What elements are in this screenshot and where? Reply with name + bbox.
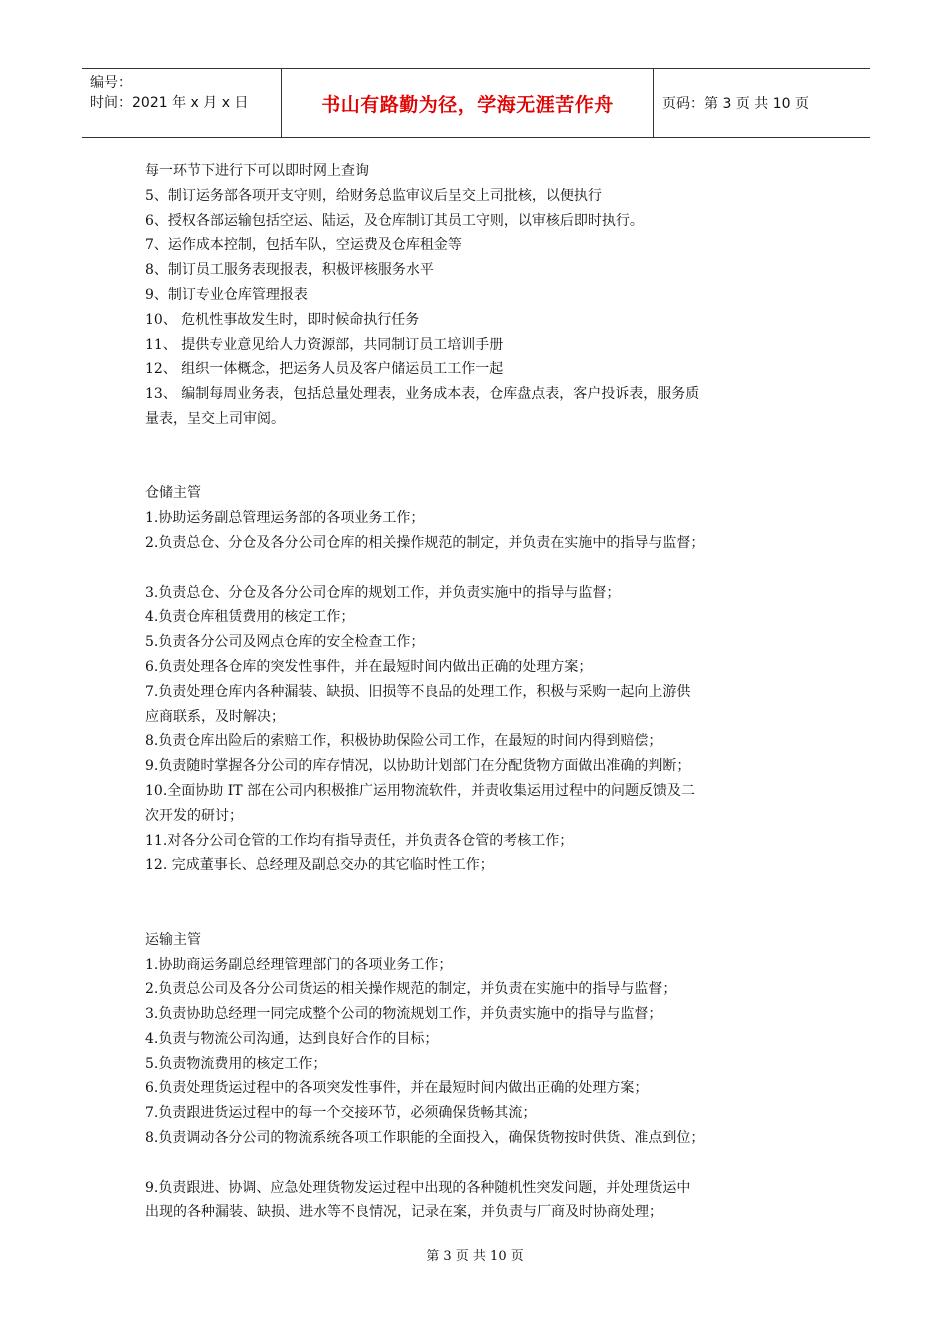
paragraph-line: 量表，呈交上司审阅。 — [145, 410, 285, 427]
list-item: 1.协助商运务副总经理管理部门的各项业务工作； — [145, 956, 453, 973]
paragraph-line: 13、 编制每周业务表，包括总量处理表，业务成本表，仓库盘点表，客户投诉表，服务质 — [145, 386, 700, 403]
list-item: 次开发的研讨； — [145, 807, 243, 824]
paragraph-line: 8、制订员工服务表现报表，积极评核服务水平 — [145, 262, 434, 279]
list-item: 9.负责随时掌握各分公司的库存情况，以协助计划部门在分配货物方面做出准确的判断； — [145, 758, 691, 775]
list-item: 4.负责与物流公司沟通，达到良好合作的目标； — [145, 1030, 439, 1047]
list-item: 2.负责总公司及各分公司货运的相关操作规范的制定，并负责在实施中的指导与监督； — [145, 981, 677, 998]
document-body — [145, 159, 815, 1225]
list-item: 11.对各分公司仓管的工作均有指导责任，并负责各仓管的考核工作； — [145, 832, 574, 849]
section-transport-supervisor — [145, 928, 815, 1226]
section-title: 仓储主管 — [145, 485, 201, 502]
list-item: 10.全面协助 IT 部在公司内积极推广运用物流软件，并责收集运用过程中的问题反馈及二 — [145, 782, 696, 799]
section-title: 运输主管 — [145, 931, 201, 948]
list-item: 3.负责总仓、分仓及各分公司仓库的规划工作，并负责实施中的指导与监督； — [145, 584, 621, 601]
document-number-label: 编号： — [90, 75, 132, 91]
list-item: 6.负责处理货运过程中的各项突发性事件，并在最短时间内做出正确的处理方案； — [145, 1080, 649, 1097]
list-item: 4.负责仓库租赁费用的核定工作； — [145, 609, 355, 626]
list-item: 9.负责跟进、协调、应急处理货物发运过程中出现的各种随机性突发问题，并处理货运中 — [145, 1179, 691, 1196]
paragraph-line: 12、 组织一体概念，把运务人员及客户储运员工工作一起 — [145, 361, 504, 378]
document-date: 时间：2021 年 x 月 x 日 — [90, 95, 249, 111]
paragraph-line: 每一环节下进行下可以即时网上查询 — [145, 163, 369, 179]
list-item: 3.负责协助总经理一同完成整个公司的物流规划工作，并负责实施中的指导与监督； — [145, 1006, 663, 1023]
list-item: 12. 完成董事长、总经理及副总交办的其它临时性工作； — [145, 857, 494, 874]
list-item: 8.负责仓库出险后的索赔工作，积极协助保险公司工作，在最短的时间内得到赔偿； — [145, 733, 663, 750]
header-page-cell — [654, 69, 870, 137]
list-item: 8.负责调动各分公司的物流系统各项工作职能的全面投入，确保货物按时供货、准点到位； — [145, 1130, 705, 1147]
section-duties-continued — [145, 159, 815, 432]
header-motto-cell — [282, 69, 654, 137]
list-item: 6.负责处理各仓库的突发性事件，并在最短时间内做出正确的处理方案； — [145, 658, 593, 675]
paragraph-line: 6、授权各部运输包括空运、陆运，及仓库制订其员工守则，以审核后即时执行。 — [145, 212, 644, 229]
paragraph-line: 5、制订运务部各项开支守则，给财务总监审议后呈交上司批核，以便执行 — [145, 187, 602, 204]
list-item: 7.负责跟进货运过程中的每一个交接环节，必须确保货畅其流； — [145, 1105, 537, 1122]
paragraph-line: 7、运作成本控制，包括车队，空运费及仓库租金等 — [145, 237, 462, 254]
section-warehouse-supervisor — [145, 481, 815, 878]
paragraph-line: 10、 危机性事故发生时，即时候命执行任务 — [145, 311, 420, 328]
paragraph-line: 11、 提供专业意见给人力资源部，共同制订员工培训手册 — [145, 336, 504, 353]
list-item: 7.负责处理仓库内各种漏装、缺损、旧损等不良品的处理工作，积极与采购一起向上游供 — [145, 683, 691, 700]
list-item: 出现的各种漏装、缺损、进水等不良情况，记录在案，并负责与厂商及时协商处理； — [145, 1204, 663, 1221]
header-motto: 书山有路勤为径，学海无涯苦作舟 — [321, 93, 614, 116]
page-header — [82, 68, 870, 138]
list-item: 1.协助运务副总管理运务部的各项业务工作； — [145, 510, 425, 527]
list-item: 2.负责总仓、分仓及各分公司仓库的相关操作规范的制定，并负责在实施中的指导与监督； — [145, 534, 705, 551]
list-item: 应商联系，及时解决； — [145, 708, 285, 725]
header-page-number: 页码：第 3 页 共 10 页 — [662, 96, 809, 112]
paragraph-line: 9、制订专业仓库管理报表 — [145, 286, 308, 303]
page-footer: 第 3 页 共 10 页 — [426, 1249, 524, 1264]
list-item: 5.负责物流费用的核定工作； — [145, 1055, 327, 1072]
header-meta — [82, 69, 282, 137]
list-item: 5.负责各分公司及网点仓库的安全检查工作； — [145, 634, 425, 651]
